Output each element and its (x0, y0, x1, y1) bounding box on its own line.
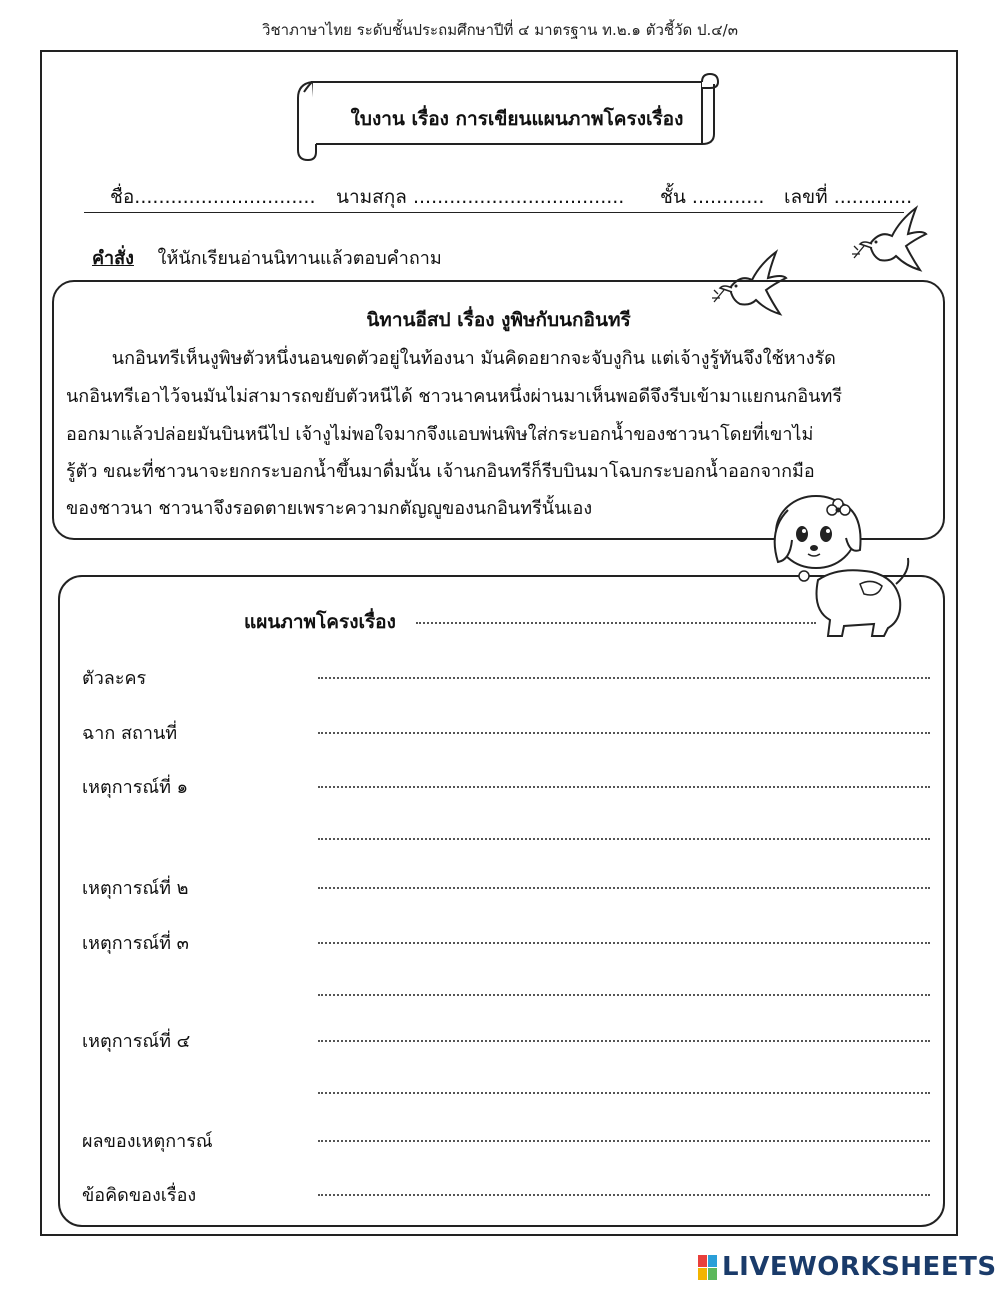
answer-line-event1[interactable] (318, 786, 930, 788)
plot-title-answer-line[interactable] (416, 622, 816, 624)
surname-field[interactable]: นามสกุล ................................... (336, 186, 625, 208)
row-label-event3: เหตุการณ์ที่ ๓ (82, 933, 189, 954)
story-line: นกอินทรีเห็นงูพิษตัวหนึ่งนอนขดตัวอยู่ในท้องนา มันคิดอยากจะจับงูกิน แต่เจ้างูรู้ทันจึงใช้หางรัด (66, 348, 836, 369)
row-label-outcome: ผลของเหตุการณ์ (82, 1131, 213, 1152)
class-field[interactable]: ชั้น ............ (660, 186, 765, 208)
answer-line-setting[interactable] (318, 732, 930, 734)
answer-line-characters[interactable] (318, 677, 930, 679)
story-line: รู้ตัว ขณะที่ชาวนาจะยกกระบอกน้ำขึ้นมาดื่มนั้น เจ้านกอินทรีก็รีบบินมาโฉบกระบอกน้ำออกจากมือ (66, 461, 815, 482)
number-field[interactable]: เลขที่ ............. (784, 186, 913, 208)
row-label-event1: เหตุการณ์ที่ ๑ (82, 777, 189, 798)
story-line: ออกมาแล้วปล่อยมันบินหนีไป เจ้างูไม่พอใจมากจึงแอบพ่นพิษใส่กระบอกน้ำของชาวนาโดยที่เขาไม่ (66, 424, 814, 445)
row-label-event4: เหตุการณ์ที่ ๔ (82, 1031, 191, 1052)
instruction-label: คำสั่ง (92, 248, 134, 269)
row-label-characters: ตัวละคร (82, 668, 147, 689)
answer-line-outcome[interactable] (318, 1140, 930, 1142)
plot-title: แผนภาพโครงเรื่อง (244, 611, 396, 633)
liveworksheets-watermark: LIVEWORKSHEETS (722, 1252, 997, 1282)
instruction (92, 243, 442, 272)
answer-line-event3-2[interactable] (318, 994, 930, 996)
student-info-row (84, 182, 913, 213)
answer-line-event3[interactable] (318, 942, 930, 944)
name-field[interactable]: ชื่อ.............................. (110, 186, 316, 208)
instruction-text: ให้นักเรียนอ่านนิทานแล้วตอบคำถาม (157, 248, 442, 269)
answer-line-event4[interactable] (318, 1040, 930, 1042)
dove-icon (850, 200, 930, 284)
story-line: ของชาวนา ชาวนาจึงรอดตายเพราะความกตัญญูของนกอินทรีนั้นเอง (66, 498, 593, 519)
answer-line-event2[interactable] (318, 887, 930, 889)
liveworksheets-logo-icon (698, 1255, 718, 1281)
story-title: นิทานอีสป เรื่อง งูพิษกับนกอินทรี (366, 309, 631, 331)
answer-line-event1-2[interactable] (318, 838, 930, 840)
answer-line-moral[interactable] (318, 1194, 930, 1196)
row-label-setting: ฉาก สถานที่ (82, 723, 178, 744)
row-label-event2: เหตุการณ์ที่ ๒ (82, 878, 189, 899)
course-header: วิชาภาษาไทย ระดับชั้นประถมศึกษาปีที่ ๔ มาตรฐาน ท.๒.๑ ตัวชี้วัด ป.๔/๓ (262, 21, 738, 39)
answer-line-event4-2[interactable] (318, 1092, 930, 1094)
story-line: นกอินทรีเอาไว้จนมันไม่สามารถขยับตัวหนีได้ ชาวนาคนหนึ่งผ่านมาเห็นพอดีจึงรีบเข้ามาแยกนกอินทรี (66, 386, 842, 407)
row-label-moral: ข้อคิดของเรื่อง (82, 1185, 197, 1206)
puppy-icon (768, 480, 918, 640)
worksheet-title: ใบงาน เรื่อง การเขียนแผนภาพโครงเรื่อง (350, 108, 684, 130)
